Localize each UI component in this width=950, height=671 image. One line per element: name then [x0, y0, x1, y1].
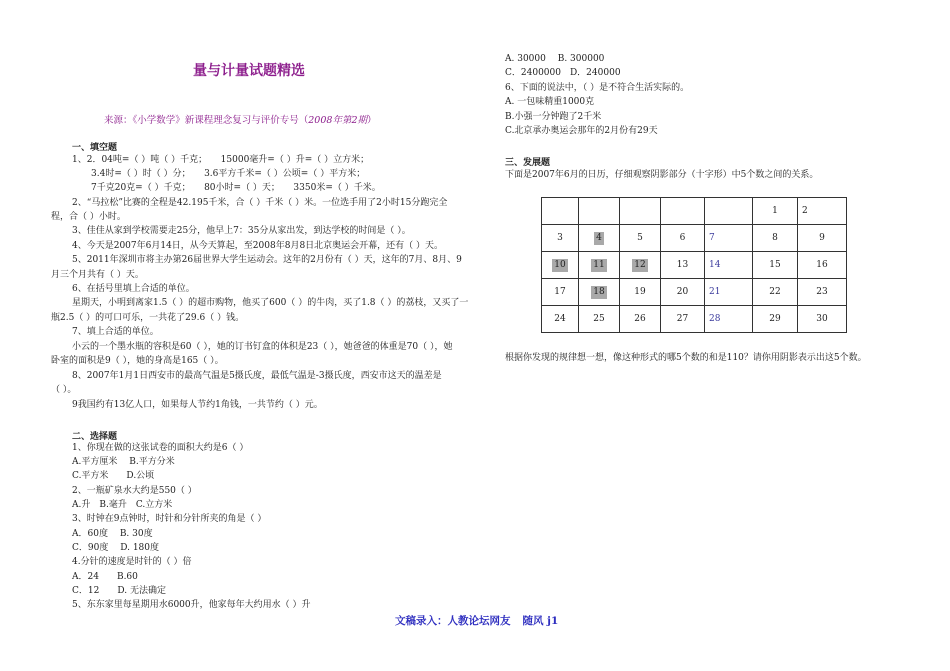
choice-line: 1、你现在做的这张试卷的面积大约是6（ ）	[72, 443, 249, 453]
calendar-cell: 23	[798, 279, 847, 306]
choice-line: 3、时钟在9点钟时，时针和分针所夹的角是（ ）	[72, 514, 267, 524]
calendar-cell: 7	[705, 225, 753, 252]
calendar-cell: 16	[798, 252, 847, 279]
calendar-cell-shaded: 10	[542, 252, 579, 279]
calendar-cell: 13	[661, 252, 705, 279]
choice-line: A．60度 B. 30度	[72, 529, 153, 539]
choice-line: 2、一瓶矿泉水大约是550（ ）	[72, 486, 197, 496]
calendar-row	[542, 279, 847, 306]
choice-line: 6、下面的说法中，（ ）是不符合生活实际的。	[505, 83, 690, 93]
calendar-cell: 26	[620, 306, 661, 333]
fill-line: 瓶2.5（ ）的可口可乐，一共花了29.6（ ）钱。	[51, 313, 245, 323]
fill-line: 月三个月共有（ ）天。	[51, 270, 144, 280]
calendar-cell: 3	[542, 225, 579, 252]
calendar-cell: 22	[753, 279, 798, 306]
section3-intro: 下面是2007年6月的日历，仔细观察阴影部分（十字形）中5个数之间的关系。	[505, 170, 819, 180]
choice-line: A.升 B.毫升 C.立方米	[72, 500, 173, 510]
fill-line: 卧室的面积是9（ ），她的身高是165（ ）。	[51, 356, 224, 366]
calendar-cell: 20	[661, 279, 705, 306]
source-issue: 2008年第2期	[308, 115, 367, 126]
choice-line: 5、东东家里每星期用水6000升，他家每年大约用水（ ）升	[72, 600, 311, 610]
section2-heading: 二、选择题	[72, 432, 118, 442]
choice-line: C．90度 D. 180度	[72, 543, 159, 553]
choice-line: 4.分针的速度是时针的（ ）倍	[72, 557, 192, 567]
choice-line: C．12 D. 无法确定	[72, 586, 166, 596]
calendar-cell: 8	[753, 225, 798, 252]
choice-line: C．2400000 D．240000	[505, 68, 621, 78]
fill-line: 1、2．04吨=（ ）吨（ ）千克； 15000毫升=（ ）升=（ ）立方米；	[72, 155, 370, 165]
section1-heading: 一、填空题	[72, 143, 118, 153]
choice-line: B.小强一分钟跑了2千米	[505, 112, 602, 122]
fill-line: 程，合（ ）小时。	[51, 212, 126, 222]
calendar-cell: 17	[542, 279, 579, 306]
calendar-cell: 28	[705, 306, 753, 333]
fill-line: 4、今天是2007年6月14日，从今天算起，至2008年8月8日北京奥运会开幕，还有（ ）天。	[72, 241, 444, 251]
page-title: 量与计量试题精选	[193, 63, 305, 79]
fill-line: 星期天，小明到离家1.5（ ）的超市购物，他买了600（ ）的牛肉，买了1.8（ ）的荔枝，又买了一	[72, 298, 469, 308]
calendar-cell: 29	[753, 306, 798, 333]
fill-line: 9我国约有13亿人口，如果每人节约1角钱，一共节约（ ）元。	[72, 400, 323, 410]
choice-line: A.平方厘米 B.平方分米	[72, 457, 175, 467]
calendar-cell: 9	[798, 225, 847, 252]
calendar-cell: 2	[798, 198, 847, 225]
calendar-cell	[579, 198, 620, 225]
calendar-cell-shaded: 12	[620, 252, 661, 279]
source-line	[104, 112, 377, 126]
calendar-cell: 30	[798, 306, 847, 333]
calendar-cell: 24	[542, 306, 579, 333]
fill-line: 7千克20克=（ ）千克； 80小时=（ ）天； 3350米=（ ）千米。	[91, 183, 381, 193]
source-suffix: ）	[367, 115, 377, 126]
fill-line: 2、“马拉松”比赛的全程是42.195千米，合（ ）千米（ ）米。一位选手用了2小时15分跑完全	[72, 198, 448, 208]
fill-line: 8、2007年1月1日西安市的最高气温是5摄氏度，最低气温是-3摄氏度，西安市这天的温差是	[72, 371, 442, 381]
choice-line: C.平方米 D.公顷	[72, 471, 155, 481]
calendar-cell-shaded: 4	[579, 225, 620, 252]
footer-name: 随风 j1	[522, 615, 559, 627]
choice-line: A. 30000 B. 300000	[505, 54, 605, 64]
calendar-cell: 25	[579, 306, 620, 333]
calendar-cell-shaded: 18	[579, 279, 620, 306]
calendar-cell	[705, 198, 753, 225]
fill-line: 3.4时=（ ）时（ ）分； 3.6平方千米=（ ）公顷=（ ）平方米；	[91, 169, 366, 179]
calendar-cell: 6	[661, 225, 705, 252]
calendar-row	[542, 306, 847, 333]
fill-line: 3、佳佳从家到学校需要走25分，他早上7：35分从家出发，到达学校的时间是（ ）。	[72, 226, 411, 236]
choice-line: C.北京承办奥运会那年的2月份有29天	[505, 126, 658, 136]
calendar-cell: 21	[705, 279, 753, 306]
source-prefix: 来源：《小学数学》新课程理念复习与评价专号（	[104, 115, 309, 126]
section3-question: 根据你发现的规律想一想，像这种形式的哪5个数的和是110？请你用阴影表示出这5个数。	[505, 353, 867, 363]
choice-line: A．24 B.60	[72, 572, 138, 582]
calendar-cell: 14	[705, 252, 753, 279]
calendar-cell: 27	[661, 306, 705, 333]
fill-line: 6、在括号里填上合适的单位。	[72, 284, 195, 294]
calendar-cell-shaded: 11	[579, 252, 620, 279]
footer-label: 文稿录入：人教论坛网友	[395, 615, 511, 627]
footer-credit	[395, 613, 558, 628]
calendar-cell: 15	[753, 252, 798, 279]
calendar-cell	[542, 198, 579, 225]
calendar-cell	[661, 198, 705, 225]
choice-line: A. 一包味精重1000克	[505, 97, 595, 107]
fill-line: 7、填上合适的单位。	[72, 327, 159, 337]
fill-line: （ ）。	[51, 385, 77, 395]
section3-heading: 三、发展题	[505, 158, 551, 168]
calendar-row	[542, 225, 847, 252]
fill-line: 小云的一个墨水瓶的容积是60（ ），她的订书钉盒的体积是23（ ），她爸爸的体重是70（ ），她	[72, 342, 453, 352]
calendar-cell: 1	[753, 198, 798, 225]
calendar-cell: 5	[620, 225, 661, 252]
calendar-row	[542, 252, 847, 279]
fill-line: 5、2011年深圳市将主办第26届世界大学生运动会。这年的2月份有（ ）天，这年的7月、8月、9	[72, 255, 462, 265]
calendar-table	[541, 197, 847, 333]
calendar-row	[542, 198, 847, 225]
calendar-cell: 19	[620, 279, 661, 306]
calendar-cell	[620, 198, 661, 225]
